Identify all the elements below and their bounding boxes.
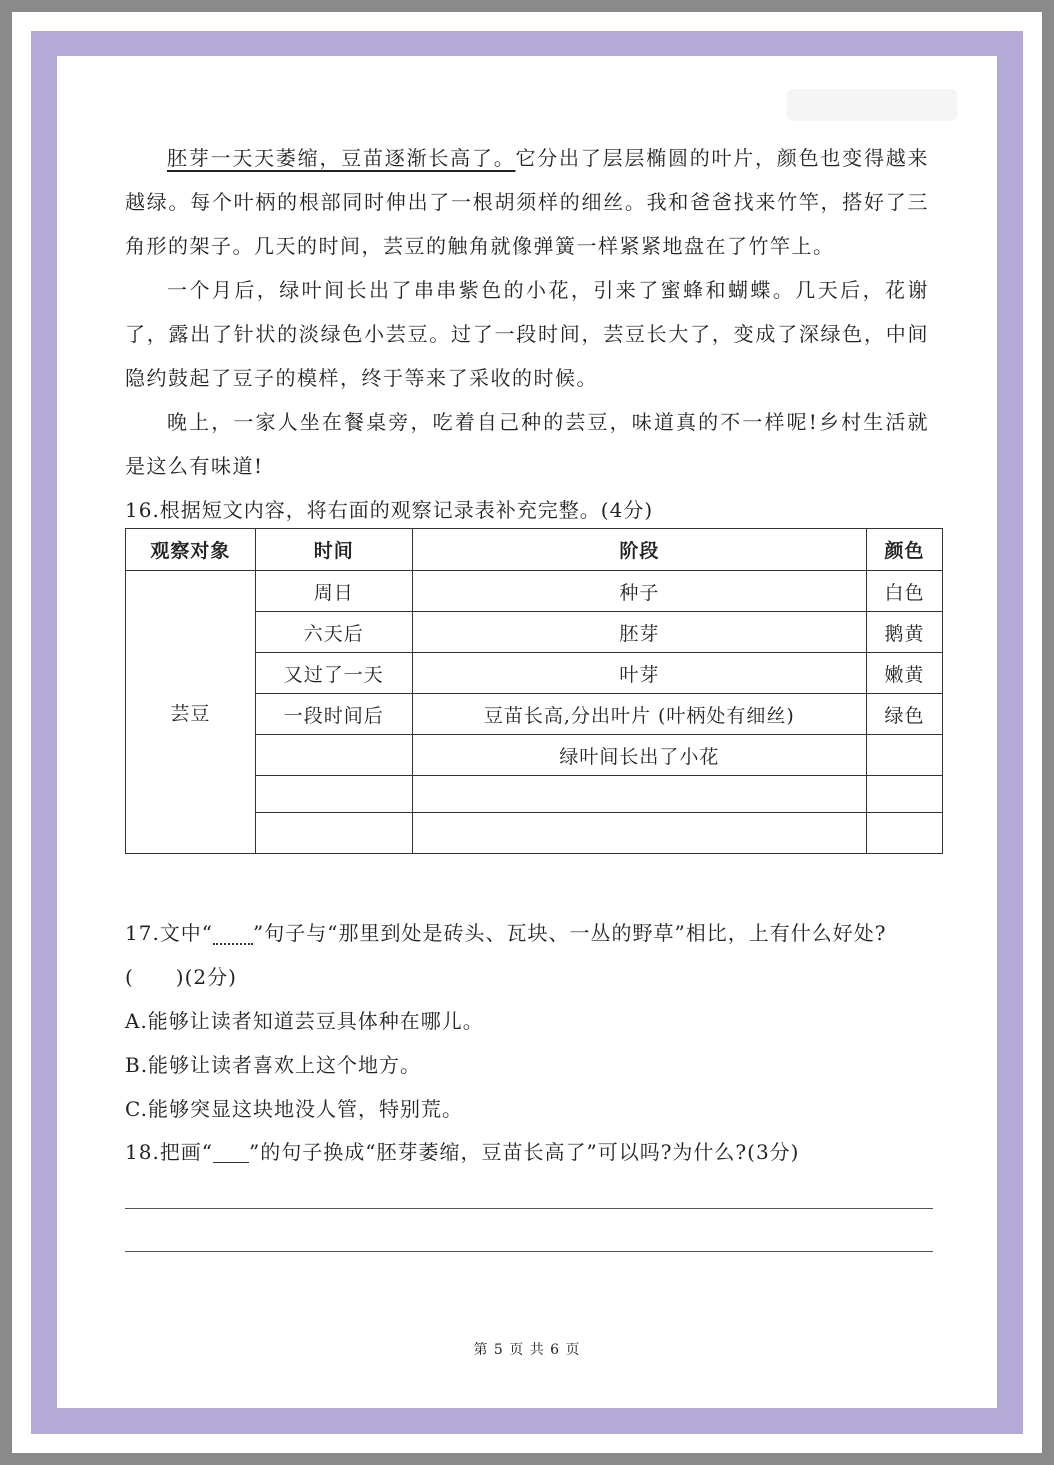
header-time: 时间 bbox=[255, 529, 412, 571]
header-subject: 观察对象 bbox=[126, 529, 256, 571]
stage-cell: 种子 bbox=[412, 571, 866, 612]
question-17: 17.文中“ ”句子与“那里到处是砖头、瓦块、一丛的野草”相比，上有什么好处?( )(2分) bbox=[125, 921, 887, 989]
stage-cell-blank[interactable] bbox=[412, 813, 866, 854]
underlined-sentence: 胚芽一天天萎缩，豆苗逐渐长高了。 bbox=[167, 146, 516, 170]
time-cell: 一段时间后 bbox=[255, 694, 412, 735]
header-color: 颜色 bbox=[867, 529, 943, 571]
color-cell: 嫩黄 bbox=[867, 653, 943, 694]
wavy-underline-mark bbox=[213, 925, 253, 945]
option-b[interactable]: B.能够让读者喜欢上这个地方。 bbox=[125, 1053, 422, 1077]
exam-paper bbox=[57, 56, 997, 1408]
answer-line-1[interactable] bbox=[125, 1208, 933, 1209]
color-cell: 绿色 bbox=[867, 694, 943, 735]
option-a[interactable]: A.能够让读者知道芸豆具体种在哪儿。 bbox=[125, 1009, 484, 1033]
subject-cell: 芸豆 bbox=[126, 571, 256, 854]
passage bbox=[125, 136, 929, 488]
time-cell: 六天后 bbox=[255, 612, 412, 653]
answer-line-2[interactable] bbox=[125, 1251, 933, 1252]
stage-cell: 叶芽 bbox=[412, 653, 866, 694]
observation-table bbox=[125, 528, 943, 854]
time-cell: 又过了一天 bbox=[255, 653, 412, 694]
question-16: 16.根据短文内容，将右面的观察记录表补充完整。(4分) bbox=[125, 498, 654, 522]
stage-cell: 胚芽 bbox=[412, 612, 866, 653]
purple-frame bbox=[31, 31, 1023, 1434]
color-cell: 鹅黄 bbox=[867, 612, 943, 653]
watermark bbox=[787, 89, 957, 121]
straight-underline-mark bbox=[213, 1144, 249, 1163]
time-cell-blank[interactable] bbox=[255, 776, 412, 813]
time-cell-blank[interactable] bbox=[255, 735, 412, 776]
passage-paragraph-3: 晚上，一家人坐在餐桌旁，吃着自己种的芸豆，味道真的不一样呢!乡村生活就是这么有味道! bbox=[125, 410, 929, 478]
passage-paragraph-1: 胚芽一天天萎缩，豆苗逐渐长高了。它分出了层层椭圆的叶片，颜色也变得越来越绿。每个叶柄的根部同时伸出了一根胡须样的细丝。我和爸爸找来竹竿，搭好了三角形的架子。几天的时间，芸豆的触角就像弹簧一样紧紧地盘在了竹竿上。 bbox=[125, 146, 930, 258]
page-border bbox=[12, 12, 1042, 1453]
passage-paragraph-2: 一个月后，绿叶间长出了串串紫色的小花，引来了蜜蜂和蝴蝶。几天后，花谢了，露出了针状的淡绿色小芸豆。过了一段时间，芸豆长大了，变成了深绿色，中间隐约鼓起了豆子的模样，终于等来了采收的时候。 bbox=[125, 278, 929, 390]
stage-cell: 绿叶间长出了小花 bbox=[412, 735, 866, 776]
stage-cell: 豆苗长高,分出叶片 (叶柄处有细丝) bbox=[412, 694, 866, 735]
stage-cell-blank[interactable] bbox=[412, 776, 866, 813]
option-c[interactable]: C.能够突显这块地没人管，特别荒。 bbox=[125, 1097, 463, 1121]
time-cell: 周日 bbox=[255, 571, 412, 612]
color-cell-blank[interactable] bbox=[867, 813, 943, 854]
color-cell-blank[interactable] bbox=[867, 735, 943, 776]
time-cell-blank[interactable] bbox=[255, 813, 412, 854]
color-cell-blank[interactable] bbox=[867, 776, 943, 813]
table-row bbox=[126, 571, 943, 612]
table-header-row bbox=[126, 529, 943, 571]
header-stage: 阶段 bbox=[412, 529, 866, 571]
page-number: 第 5 页 共 6 页 bbox=[473, 1342, 581, 1358]
question-18: 18.把画“ ”的句子换成“胚芽萎缩，豆苗长高了”可以吗?为什么?(3分) bbox=[125, 1140, 800, 1164]
color-cell: 白色 bbox=[867, 571, 943, 612]
